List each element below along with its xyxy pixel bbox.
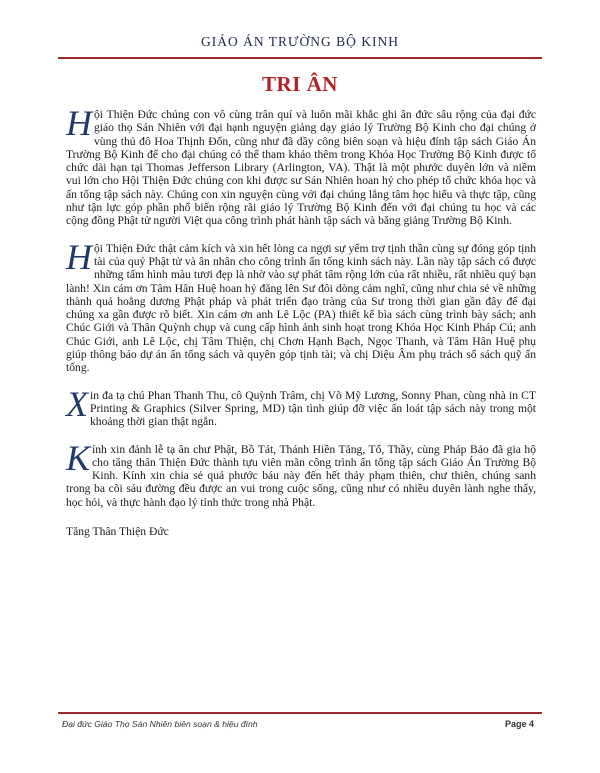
dropcap: X: [66, 383, 88, 424]
signature: Tăng Thân Thiện Đức: [66, 525, 169, 539]
paragraph-text: ính xin đảnh lễ tạ ân chư Phật, Bồ Tát, Thánh Hiền Tăng, Tổ, Thầy, cùng Pháp Bảo đã gia hộ cho tăng thân Thiện Đức thành tựu viên mãn công trình ấn tống tập sách Giáo Án Trường Bộ Kinh. Kính xin chia sẻ quả phước báu này đến hết thảy phạm thiên, chư thiên, chúng sanh trong ba cõi sáu đường đều được an vui trong cuộc sống, cũng như có nhiều duyên lành nghe thấy, học hỏi, và thực hành đạo lý tỉnh thức trong nhà Phật.: [66, 442, 536, 509]
page-header: GIÁO ÁN TRƯỜNG BỘ KINH: [201, 34, 399, 49]
paragraph-4: [66, 437, 536, 509]
paragraph-3: [66, 383, 536, 429]
dropcap: H: [66, 103, 92, 143]
paragraph-2: [66, 236, 536, 375]
dropcap: K: [66, 437, 91, 478]
footer-credit: Đại đức Giáo Thọ Sán Nhiên biên soạn & hiệu đính: [62, 719, 258, 729]
footer-divider: [58, 712, 542, 714]
paragraph-1: [66, 103, 536, 228]
header-divider: [58, 57, 542, 59]
page-number: Page 4: [504, 719, 534, 729]
paragraph-text: ội Thiện Đức thật cảm kích và xin hết lòng ca ngợi sự yểm trợ tịnh thần cùng sự đóng góp tịnh tài của quý Phật tử và ân nhân cho công trình ấn tống kinh sách này. Lần này tập sách có được những tấm hình màu tươi đẹp là nhờ vào sự phát tâm rộng lớn của rất nhiều, rất nhiều quý bạn lành! Xin cám ơn Tâm Hân Huệ hoan hỷ đăng lên Sư đôi dòng cảm nghĩ, cũng như chia sẻ về những thành quả hoằng dương Phật pháp và phát triển đạo tràng của Sư trong thời gian gần đây để đại chúng xa gần được rõ biết. Xin cám ơn anh Lê Lộc (PA) thiết kế bìa sách cùng trình bày sách; anh Chúc Giới và Thân Quỳnh chụp và cung cấp hình ảnh sinh hoạt trong Khóa Học Kinh Pháp Cú; anh Chúc Giới, anh Lê Lộc, chị Tâm Thiện, chị Chơn Hạnh Bạch, Ngọc Thanh, và Tâm Hân Huệ phụ giúp thông báo dự án ấn tống sách và quyên góp tịnh tài; và chị Diệu Âm phụ trách sổ sách quỹ ấn tống.: [66, 241, 536, 375]
page-title: TRI ÂN: [262, 72, 338, 96]
paragraph-text: in đa tạ chú Phan Thanh Thu, cô Quỳnh Trâm, chị Võ Mỹ Lương, Sonny Phan, cùng nhà in CT Printing & Graphics (Silver Spring, MD) tận tình giúp đỡ việc ấn loát tập sách này trong một khoảng thời gian thật ngắn.: [90, 388, 536, 429]
dropcap: H: [66, 236, 92, 277]
document-body: [66, 103, 536, 539]
paragraph-text: ội Thiện Đức chúng con vô cùng trân quí và luôn mãi khắc ghi ân đức sâu rộng của đại đức giáo thọ Sán Nhiên với đại hạnh nguyện giảng dạy giáo lý Trường Bộ Kinh cho đại chúng ở vùng thủ đô Hoa Thịnh Đốn, cũng như đã dầy công biên soạn và hiệu đính tập sách Giáo Án Trường Bộ Kinh để cho đại chúng có thể tham khảo thêm trong Khóa Học Trường Bộ Kinh được tổ chức dài hạn tại Thomas Jefferson Library (Arlington, VA). Thật là một phước duyên lớn và niềm vui lớn cho Hội Thiện Đức chúng con khi được sư Sán Nhiên hoan hỷ cho phép tổ chức khóa học và ấn tống tập sách này. Chúng con xin nguyện cùng với đại chúng lắng tâm học hiểu và thực tập, cũng như tận lực góp phần phổ biến rộng rãi giáo lý Trường Bộ Kinh đến với đại chúng tu học và các cộng đồng Phật tử người Việt qua công trình phát hành tập sách và băng giảng Trường Bộ Kinh.: [66, 108, 536, 228]
